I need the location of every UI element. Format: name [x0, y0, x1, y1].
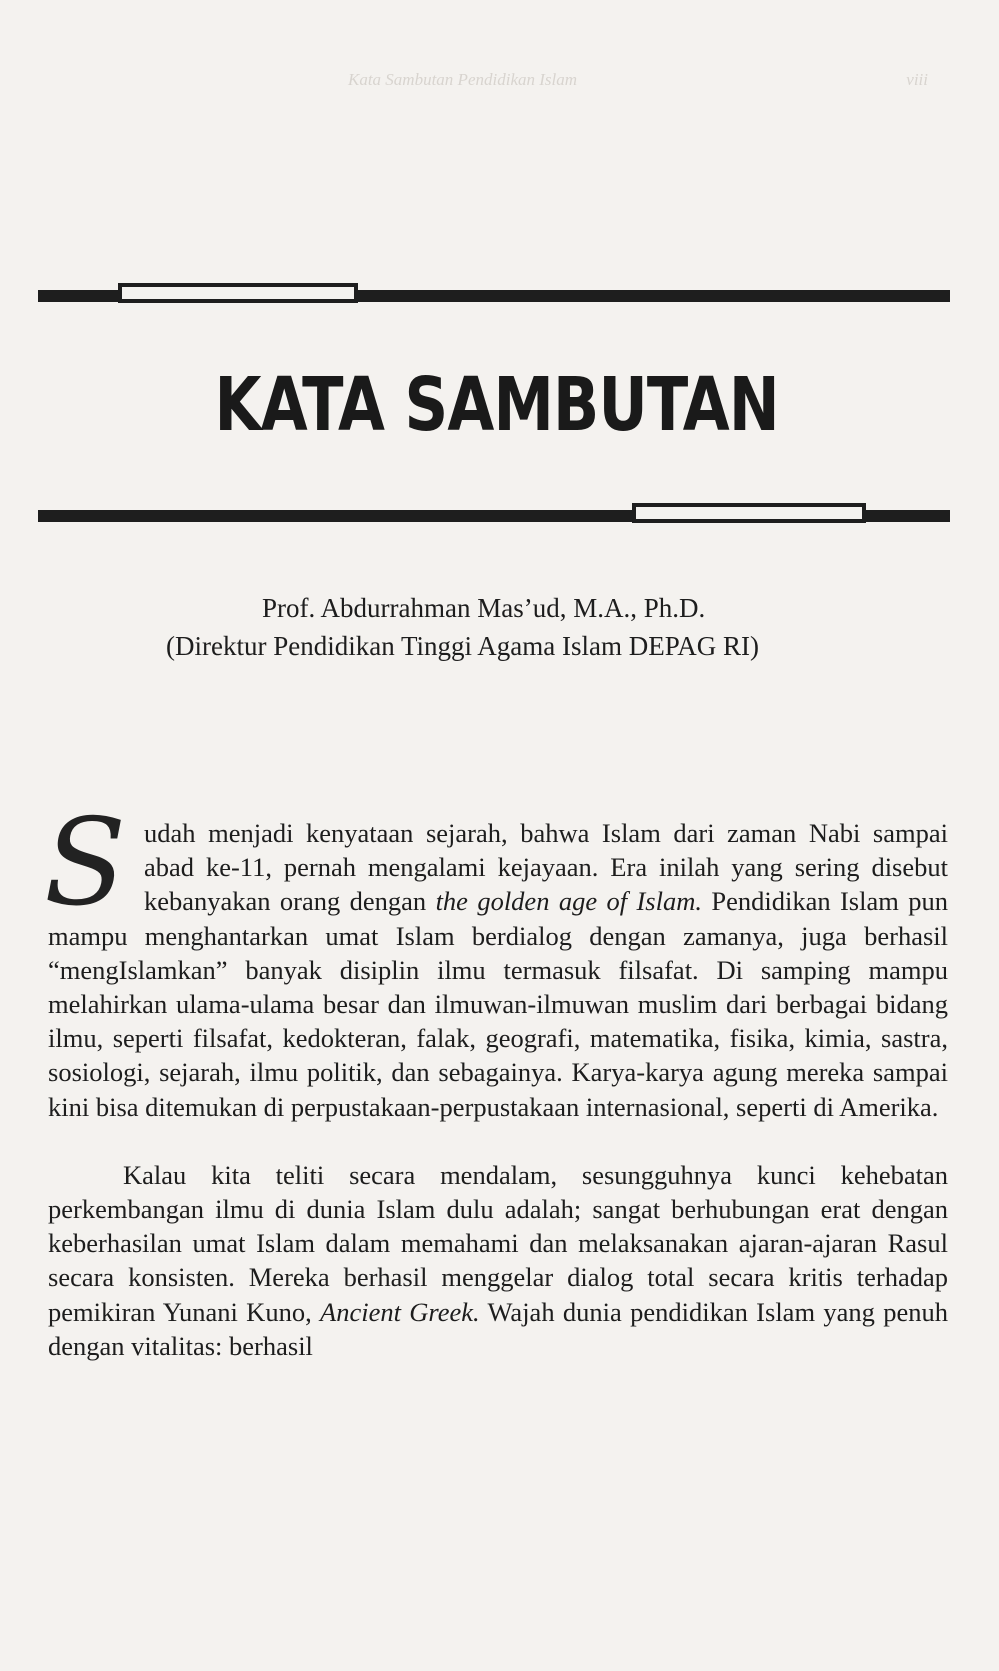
paragraph-2-text-a: Kalau kita teliti secara mendalam, sesungguhnya kunci kehebatan perkembangan ilmu di dunia Islam dulu adalah; sangat berhubungan erat dengan keberhasilan umat Islam dalam memahami dan melaksanakan ajaran-ajaran Rasul secara konsisten. Mereka berhasil menggelar dialog total secara kritis terhadap pemikiran Yunani Kuno,	[48, 1159, 948, 1327]
paragraph-2-text-b: Wajah dunia pendidikan Islam yang penuh dengan vitalitas: berhasil	[48, 1296, 948, 1361]
bottom-ornamental-rule	[38, 510, 950, 522]
paragraph-1	[44, 794, 948, 1124]
paragraph-1-text-b: Pendidikan Islam pun mampu menghantarkan umat Islam berdialog dengan zamanya, juga berhasil “mengIslamkan” banyak disiplin ilmu termasuk filsafat. Di samping mampu melahirkan ulama-ulama besar dan ilmuwan-ilmuwan muslim dari berbagai bidang ilmu, seperti filsafat, kedokteran, falak, geografi, matematika, fisika, kimia, sastra, sosiologi, sejarah, ilmu politik, dan sebagainya. Karya-karya agung mereka sampai kini bisa ditemukan di perpustakaan-perpustakaan internasional, seperti di Amerika.	[48, 886, 948, 1122]
running-header	[48, 70, 928, 90]
top-ornamental-rule	[38, 290, 950, 302]
top-rule-box	[118, 283, 358, 303]
page-title: KATA SAMBUTAN	[214, 362, 779, 448]
author-name: Prof. Abdurrahman Mas’ud, M.A., Ph.D.	[262, 593, 706, 623]
body-text	[44, 794, 948, 1363]
paragraph-2	[48, 1158, 948, 1363]
paragraph-1-text-a: udah menjadi kenyataan sejarah, bahwa Islam dari zaman Nabi sampai abad ke-11, pernah mengalami kejayaan. Era inilah yang sering disebut kebanyakan orang dengan	[144, 818, 948, 917]
running-title: Kata Sambutan Pendidikan Islam	[348, 70, 578, 89]
paragraph-1-emphasis: the golden age of Islam.	[435, 886, 702, 917]
page-number: viii	[906, 70, 928, 89]
paragraph-2-emphasis: Ancient Greek.	[320, 1296, 480, 1327]
author-role: (Direktur Pendidikan Tinggi Agama Islam DEPAG RI)	[166, 631, 759, 661]
drop-cap: S	[44, 794, 127, 933]
bottom-rule-box	[632, 503, 866, 523]
